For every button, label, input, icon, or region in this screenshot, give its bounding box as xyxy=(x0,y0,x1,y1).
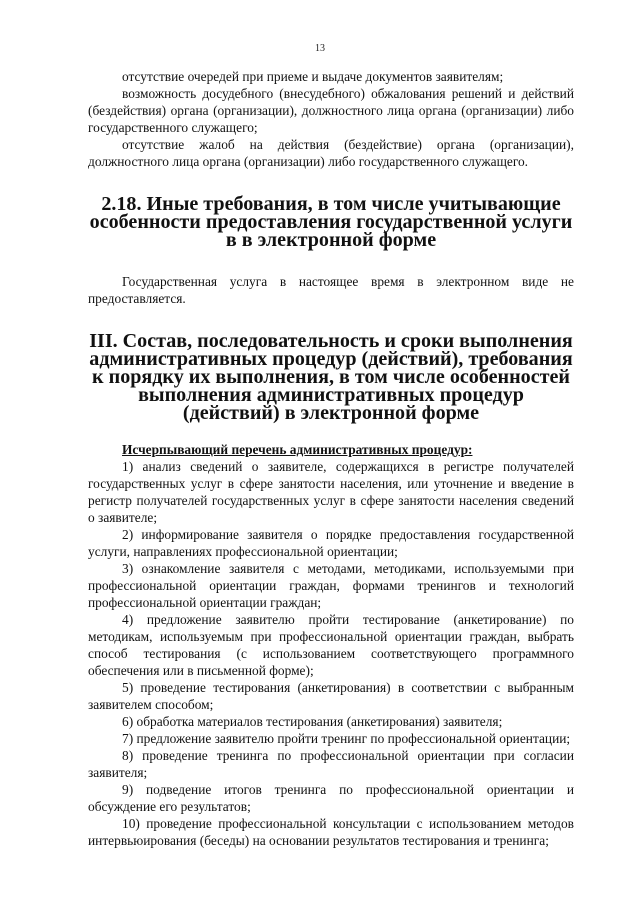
list-item: 10) проведение профессиональной консультации с использованием методов интервьюирования (беседы) на основании результатов тестирования и тренинга; xyxy=(88,816,574,848)
page-content xyxy=(88,68,574,849)
section-3-heading: III. Состав, последовательность и сроки выполнения административных процедур (действий), требования к порядку их выполнения, в том числе особенностей выполнения административных процедур (действий) в электронной форме xyxy=(89,330,573,424)
intro-paragraph: отсутствие жалоб на действия (бездействие) органа (организации), должностного лица органа (организации) либо государственного служащего. xyxy=(88,137,574,169)
list-item: 7) предложение заявителю пройти тренинг по профессиональной ориентации; xyxy=(122,731,571,746)
list-item: 3) ознакомление заявителя с методами, методиками, используемыми при профессиональной ориентации граждан, формами тренингов и технологий профессиональной ориентации граждан; xyxy=(88,561,574,610)
procedures-list-title: Исчерпывающий перечень административных процедур: xyxy=(122,442,473,457)
list-item: 1) анализ сведений о заявителе, содержащихся в регистре получателей государственных услуг в сфере занятости населения, или уточнение и введение в регистр получателей государственных услуг в сфере занятости населения сведений о заявителе; xyxy=(88,459,574,525)
page-number: 13 xyxy=(315,43,325,54)
section-2-18-text: Государственная услуга в настоящее время в электронном виде не предоставляется. xyxy=(88,274,574,306)
list-item: 4) предложение заявителю пройти тестирование (анкетирование) по методикам, используемым при профессиональной ориентации граждан, выбрать способ тестирования (с использованием соответствующего программного обеспечения или в письменной форме); xyxy=(88,612,574,678)
section-2-18-heading: 2.18. Иные требования, в том числе учитывающие особенности предоставления государственной услуги в в электронной форме xyxy=(89,193,573,251)
intro-paragraph: отсутствие очередей при приеме и выдаче документов заявителям; xyxy=(122,69,504,84)
list-item: 9) подведение итогов тренинга по профессиональной ориентации и обсуждение его результатов; xyxy=(88,782,574,814)
list-item: 5) проведение тестирования (анкетирования) в соответствии с выбранным заявителем способом; xyxy=(88,680,574,712)
list-item: 2) информирование заявителя о порядке предоставления государственной услуги, направлениях профессиональной ориентации; xyxy=(88,527,574,559)
list-item: 6) обработка материалов тестирования (анкетирования) заявителя; xyxy=(122,714,503,729)
intro-paragraph: возможность досудебного (внесудебного) обжалования решений и действий (бездействия) органа (организации), должностного лица органа (организации) либо государственного служащего; xyxy=(88,86,574,135)
list-item: 8) проведение тренинга по профессиональной ориентации при согласии заявителя; xyxy=(88,748,574,780)
